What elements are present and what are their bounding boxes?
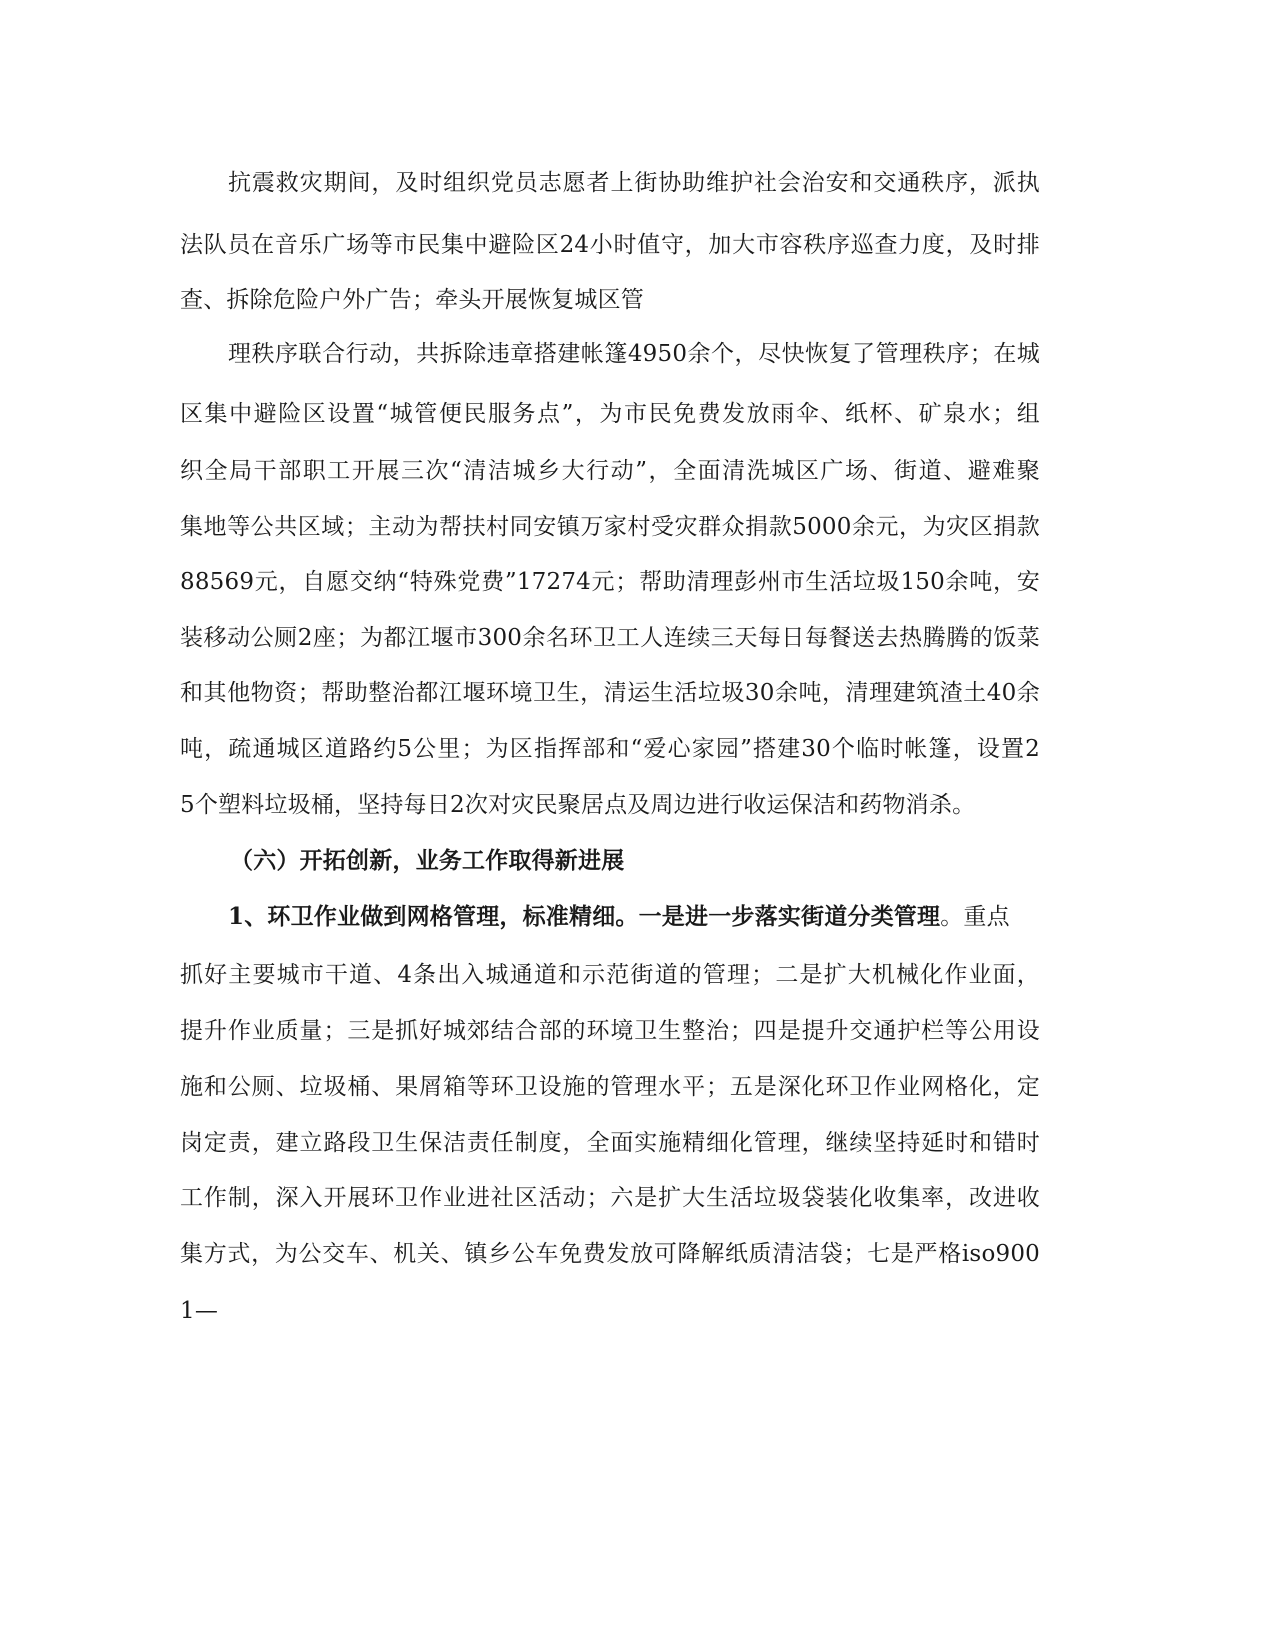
paragraph-line: 吨，疏通城区道路约5公里；为区指挥部和“爱心家园”搭建30个临时帐篷，设置2 [180,736,1040,762]
paragraph-line: 工作制，深入开展环卫作业进社区活动；六是扩大生活垃圾袋装化收集率，改进收 [180,1185,1040,1211]
paragraph-line: 提升作业质量；三是抓好城郊结合部的环境卫生整治；四是提升交通护栏等公用设 [180,1018,1040,1044]
paragraph-lead-rest: 。重点 [940,904,1010,930]
paragraph-lead-line [228,902,1040,932]
paragraph-line: 织全局干部职工开展三次“清洁城乡大行动”，全面清洗城区广场、街道、避难聚 [180,458,1040,484]
paragraph-line: 法队员在音乐广场等市民集中避险区24小时值守，加大市容秩序巡查力度，及时排 [180,232,1040,258]
paragraph-line: 施和公厕、垃圾桶、果屑箱等环卫设施的管理水平；五是深化环卫作业网格化，定 [180,1074,1040,1100]
paragraph-line: 和其他物资；帮助整治都江堰环境卫生，清运生活垃圾30余吨，清理建筑渣土40余 [180,680,1040,706]
paragraph-line: 区集中避险区设置“城管便民服务点”，为市民免费发放雨伞、纸杯、矿泉水；组 [180,401,1040,427]
paragraph-line: 岗定责，建立路段卫生保洁责任制度，全面实施精细化管理，继续坚持延时和错时 [180,1130,1040,1156]
paragraph-line: 集方式，为公交车、机关、镇乡公车免费发放可降解纸质清洁袋；七是严格iso900 [180,1241,1040,1267]
paragraph-line: 查、拆除危险户外广告；牵头开展恢复城区管 [180,287,644,313]
page-footer-text: 1— [180,1298,219,1324]
paragraph-lead-bold: 1、环卫作业做到网格管理，标准精细。一是进一步落实街道分类管理 [228,903,941,930]
paragraph-line: 抗震救灾期间，及时组织党员志愿者上街协助维护社会治安和交通秩序，派执 [228,170,1040,196]
paragraph-line: 5个塑料垃圾桶，坚持每日2次对灾民聚居点及周边进行收运保洁和药物消杀。 [180,792,976,818]
paragraph-line: 理秩序联合行动，共拆除违章搭建帐篷4950余个，尽快恢复了管理秩序；在城 [228,341,1040,367]
section-heading: （六）开拓创新，业务工作取得新进展 [230,847,625,874]
paragraph-line: 88569元，自愿交纳“特殊党费”17274元；帮助清理彭州市生活垃圾150余吨，安 [180,569,1040,595]
paragraph-line: 集地等公共区域；主动为帮扶村同安镇万家村受灾群众捐款5000余元，为灾区捐款 [180,514,1040,540]
paragraph-line: 抓好主要城市干道、4条出入城通道和示范街道的管理；二是扩大机械化作业面， [180,962,1040,988]
paragraph-line: 装移动公厕2座；为都江堰市300余名环卫工人连续三天每日每餐送去热腾腾的饭菜 [180,625,1040,651]
